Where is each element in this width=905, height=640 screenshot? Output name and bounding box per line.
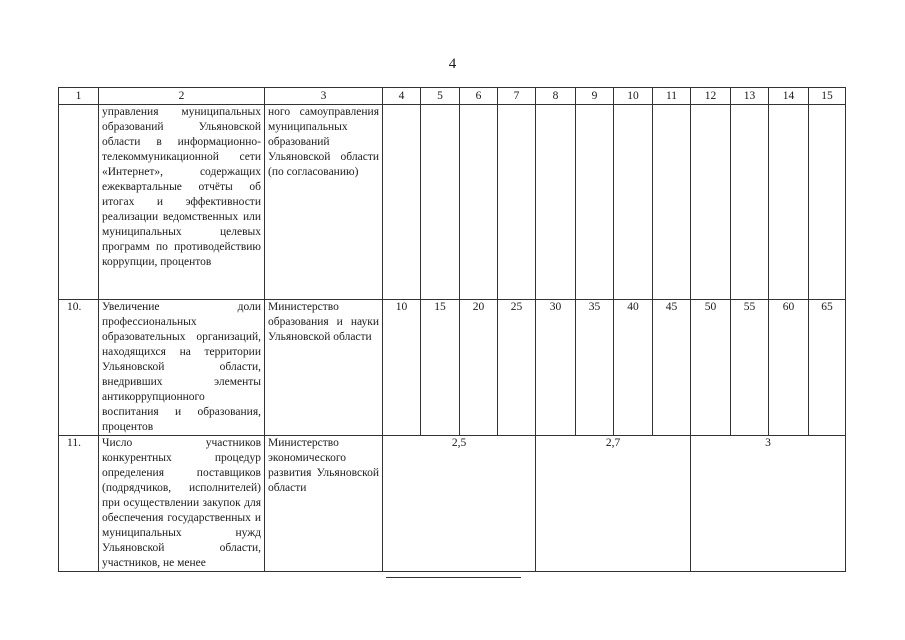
value-cell: 20 [460,300,498,436]
header-cell: 12 [691,88,731,105]
indicator-name: управления муниципальных образований Ульяновской области в информационно-телекоммуникационной сети «Интернет», содержащих ежеквартальные отчёты об итогах и эффективности реализации ведомственных или муниципальных целевых программ по противодействию коррупции, процентов [99,105,265,300]
value-cell [421,105,460,300]
value-cell [691,105,731,300]
value-cell [383,105,421,300]
value-cell [731,105,769,300]
value-cell [536,105,576,300]
executor: Министерство образования и науки Ульяновской области [265,300,383,436]
row-number: 10. [59,300,99,436]
value-cell: 50 [691,300,731,436]
value-cell [576,105,614,300]
value-cell: 15 [421,300,460,436]
table-header-row [59,88,846,105]
row-number [59,105,99,300]
value-cell: 45 [653,300,691,436]
value-cell [460,105,498,300]
header-cell: 2 [99,88,265,105]
value-cell [653,105,691,300]
merged-value-cell: 2,7 [536,436,691,572]
indicators-table [58,87,846,572]
footer-divider [386,577,521,578]
value-cell: 55 [731,300,769,436]
header-cell: 8 [536,88,576,105]
value-cell: 30 [536,300,576,436]
header-cell: 5 [421,88,460,105]
indicator-name: Число участников конкурентных процедур определения поставщиков (подрядчиков, исполнителей) при осуществлении закупок для обеспечения государственных и муниципальных нужд Ульяновской области, участников, не менее [99,436,265,572]
header-cell: 1 [59,88,99,105]
merged-value-cell: 2,5 [383,436,536,572]
row-number: 11. [59,436,99,572]
header-cell: 11 [653,88,691,105]
table-row [59,105,846,300]
value-cell [614,105,653,300]
header-cell: 10 [614,88,653,105]
header-cell: 7 [498,88,536,105]
executor: Министерство экономического развития Ульяновской области [265,436,383,572]
value-cell [769,105,809,300]
value-cell [809,105,846,300]
page-number: 4 [448,56,457,72]
header-cell: 3 [265,88,383,105]
value-cell: 25 [498,300,536,436]
header-cell: 4 [383,88,421,105]
value-cell: 35 [576,300,614,436]
header-cell: 9 [576,88,614,105]
header-cell: 15 [809,88,846,105]
executor: ного самоуправления муниципальных образований Ульяновской области (по согласованию) [265,105,383,300]
table-row [59,300,846,436]
header-cell: 14 [769,88,809,105]
value-cell: 10 [383,300,421,436]
indicator-name: Увеличение доли профессиональных образовательных организаций, находящихся на территории Ульяновской области, внедривших элементы антикоррупционного воспитания и образования, процентов [99,300,265,436]
value-cell: 60 [769,300,809,436]
value-cell: 40 [614,300,653,436]
merged-value-cell: 3 [691,436,846,572]
header-cell: 6 [460,88,498,105]
value-cell: 65 [809,300,846,436]
header-cell: 13 [731,88,769,105]
value-cell [498,105,536,300]
table-row [59,436,846,572]
